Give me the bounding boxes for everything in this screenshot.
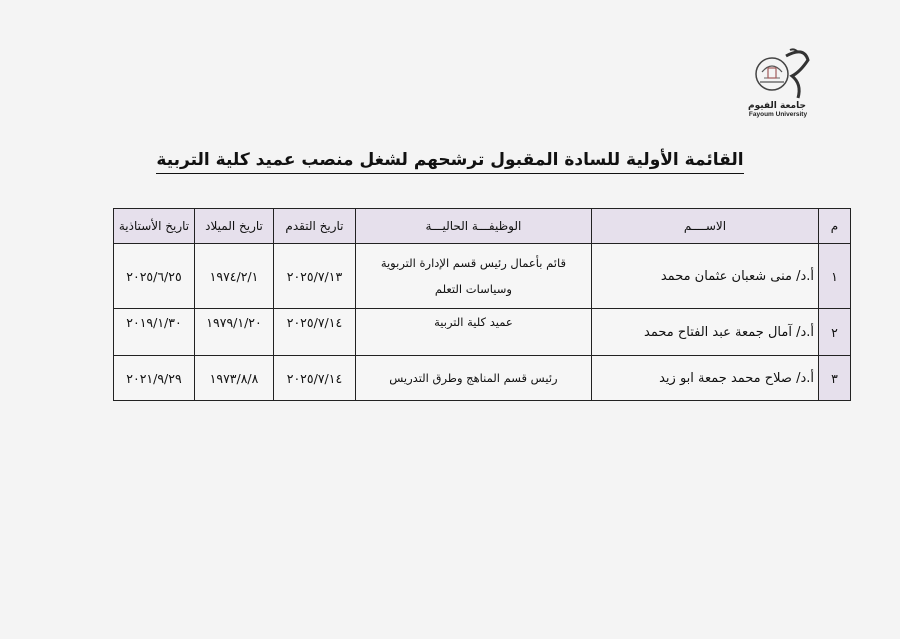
header-current-job: الوظيفـــة الحاليـــة [355, 209, 591, 244]
header-birth-date: تاريخ الميلاد [195, 209, 274, 244]
candidate-name: أ.د/ آمال جمعة عبد الفتاح محمد [644, 324, 815, 340]
row-professorship-date: ٢٠٢١/٩/٢٩ [114, 356, 195, 401]
current-job-line: قائم بأعمال رئيس قسم الإدارة التربوية [380, 256, 566, 270]
current-job-line: رئيس قسم المناهج وطرق التدريس [389, 371, 558, 385]
table-row [114, 356, 851, 401]
row-num: ٢ [819, 309, 851, 356]
row-apply-date: ٢٠٢٥/٧/١٣ [274, 244, 356, 309]
row-num: ٣ [819, 356, 851, 401]
row-apply-date: ٢٠٢٥/٧/١٤ [274, 356, 356, 401]
table-row [114, 309, 851, 356]
candidates-table [113, 208, 851, 401]
row-name [591, 356, 818, 401]
row-name [591, 309, 818, 356]
header-apply-date: تاريخ التقدم [274, 209, 356, 244]
document-title-text: القائمة الأولية للسادة المقبول ترشحهم لشغل منصب عميد كلية التربية [156, 150, 743, 174]
row-birth-date: ١٩٧٩/١/٢٠ [195, 309, 274, 356]
header-num: م [819, 209, 851, 244]
row-current-job [355, 244, 591, 309]
row-birth-date: ١٩٧٣/٨/٨ [195, 356, 274, 401]
row-current-job [355, 356, 591, 401]
row-professorship-date: ٢٠١٩/١/٣٠ [114, 309, 195, 356]
logo-english-name: Fayoum University [748, 111, 808, 118]
row-professorship-date: ٢٠٢٥/٦/٢٥ [114, 244, 195, 309]
logo-arabic-name: جامعة الفيوم [748, 101, 806, 111]
candidate-name: أ.د/ منى شعبان عثمان محمد [660, 268, 815, 284]
header-professorship-date: تاريخ الأستاذية [114, 209, 195, 244]
row-birth-date: ١٩٧٤/٢/١ [195, 244, 274, 309]
current-job-line: وسياسات التعلم [434, 282, 512, 296]
document-title [150, 150, 750, 170]
row-name [591, 244, 818, 309]
row-current-job [355, 309, 591, 356]
candidate-name: أ.د/ صلاح محمد جمعة ابو زيد [659, 370, 815, 386]
table-header-row [114, 209, 851, 244]
current-job-line: عميد كلية التربية [434, 315, 513, 329]
row-apply-date: ٢٠٢٥/٧/١٤ [274, 309, 356, 356]
header-name: الاســــم [591, 209, 818, 244]
row-num: ١ [819, 244, 851, 309]
table-row [114, 244, 851, 309]
